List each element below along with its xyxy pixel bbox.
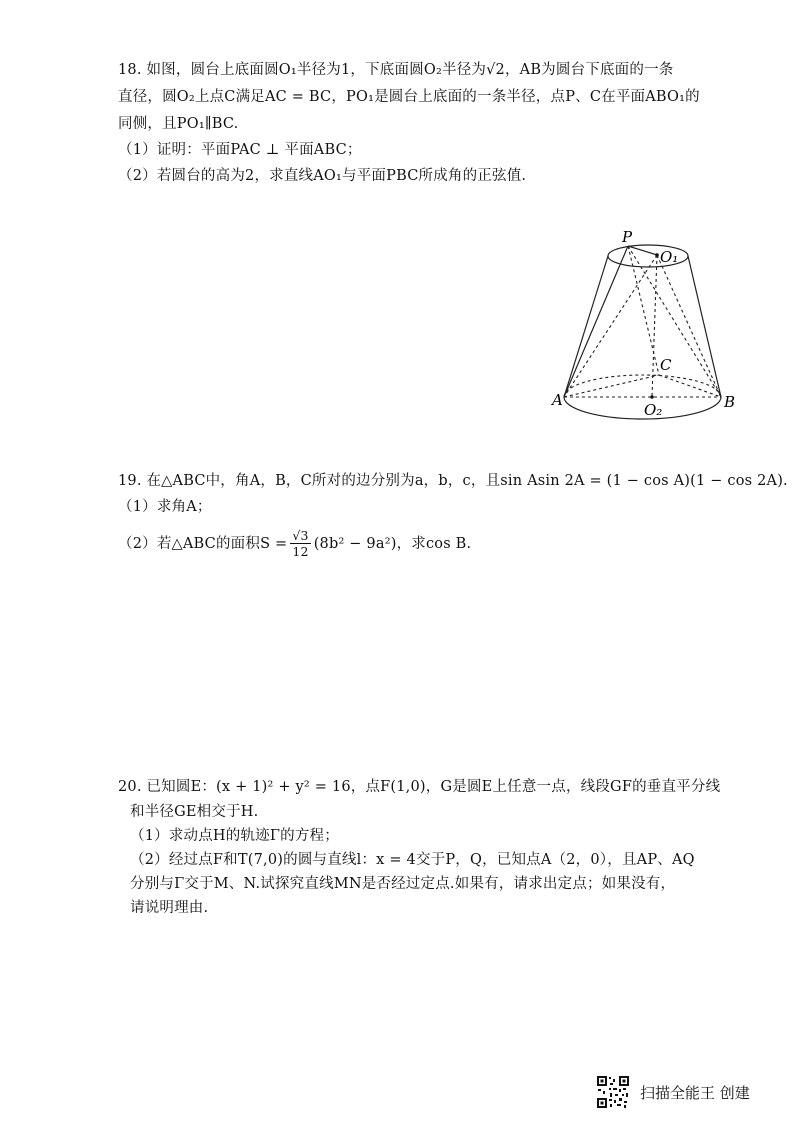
- frustum-diagram: [552, 224, 746, 424]
- q19-part-1: （1）求角A；: [118, 499, 212, 515]
- q18-part-1: （1）证明：平面PAC ⊥ 平面ABC；: [118, 142, 362, 158]
- label-C: C: [660, 356, 672, 374]
- q19-part-2-prefix: （2）若△ABC的面积S =: [118, 535, 288, 552]
- label-B: B: [724, 393, 736, 411]
- scanner-watermark: [596, 1075, 776, 1115]
- q19-fraction-denominator: 12: [292, 544, 309, 559]
- q19-part-2-suffix: (8b² − 9a²)，求cos B.: [313, 535, 472, 552]
- q20-line-1: 20. 已知圆E：(x + 1)² + y² = 16，点F(1,0)，G是圆E上任意一点，线段GF的垂直平分线: [118, 779, 721, 795]
- q20-part-2-line-2: 分别与Γ交于M、N.试探究直线MN是否经过定点.如果有，请求出定点；如果没有，: [130, 876, 676, 892]
- q20-part-1: （1）求动点H的轨迹Γ的方程；: [130, 828, 339, 844]
- q20-part-2-line-3: 请说明理由.: [130, 900, 209, 916]
- q18-part-2: （2）若圆台的高为2，求直线AO₁与平面PBC所成角的正弦值.: [118, 168, 527, 184]
- q18-line-1: 18. 如图，圆台上底面圆O₁半径为1，下底面圆O₂半径为√2，AB为圆台下底面的一条: [118, 62, 674, 78]
- line-PA: [564, 246, 628, 397]
- q20-line-2: 和半径GE相交于H.: [130, 804, 259, 820]
- q18-line-3: 同侧，且PO₁∥BC.: [118, 116, 239, 132]
- line-AC: [564, 375, 659, 397]
- line-AO1: [564, 255, 657, 397]
- q19-fraction-numerator: √3: [292, 528, 309, 543]
- label-A: A: [552, 391, 563, 409]
- line-PB: [628, 246, 721, 397]
- bottom-base-front: [564, 397, 721, 419]
- point-O1: [655, 253, 659, 257]
- qr-code-icon: [596, 1075, 630, 1109]
- q19-line-1: 19. 在△ABC中，角A，B，C所对的边分别为a，b，c，且sin Asin 2A = (1 − cos A)(1 − cos 2A).: [118, 473, 788, 489]
- q19-fraction: [290, 528, 310, 559]
- label-O1: O₁: [660, 248, 679, 266]
- line-CB: [659, 375, 721, 397]
- watermark-text: 扫描全能王 创建: [640, 1084, 750, 1102]
- left-generator: [564, 256, 608, 397]
- q20-part-2-line-1: （2）经过点F和T(7,0)的圆与直线l：x = 4交于P，Q，已知点A（2，0），且AP、AQ: [130, 852, 695, 868]
- q19-part-2: [118, 528, 471, 559]
- frustum-figure: [552, 224, 746, 424]
- label-P: P: [622, 228, 633, 246]
- point-O2: [650, 395, 654, 399]
- label-O2: O₂: [644, 401, 663, 419]
- right-generator: [688, 256, 721, 397]
- line-PC: [628, 246, 659, 375]
- q18-line-2: 直径，圆O₂上点C满足AC = BC，PO₁是圆台上底面的一条半径，点P、C在平面ABO₁的: [118, 89, 700, 105]
